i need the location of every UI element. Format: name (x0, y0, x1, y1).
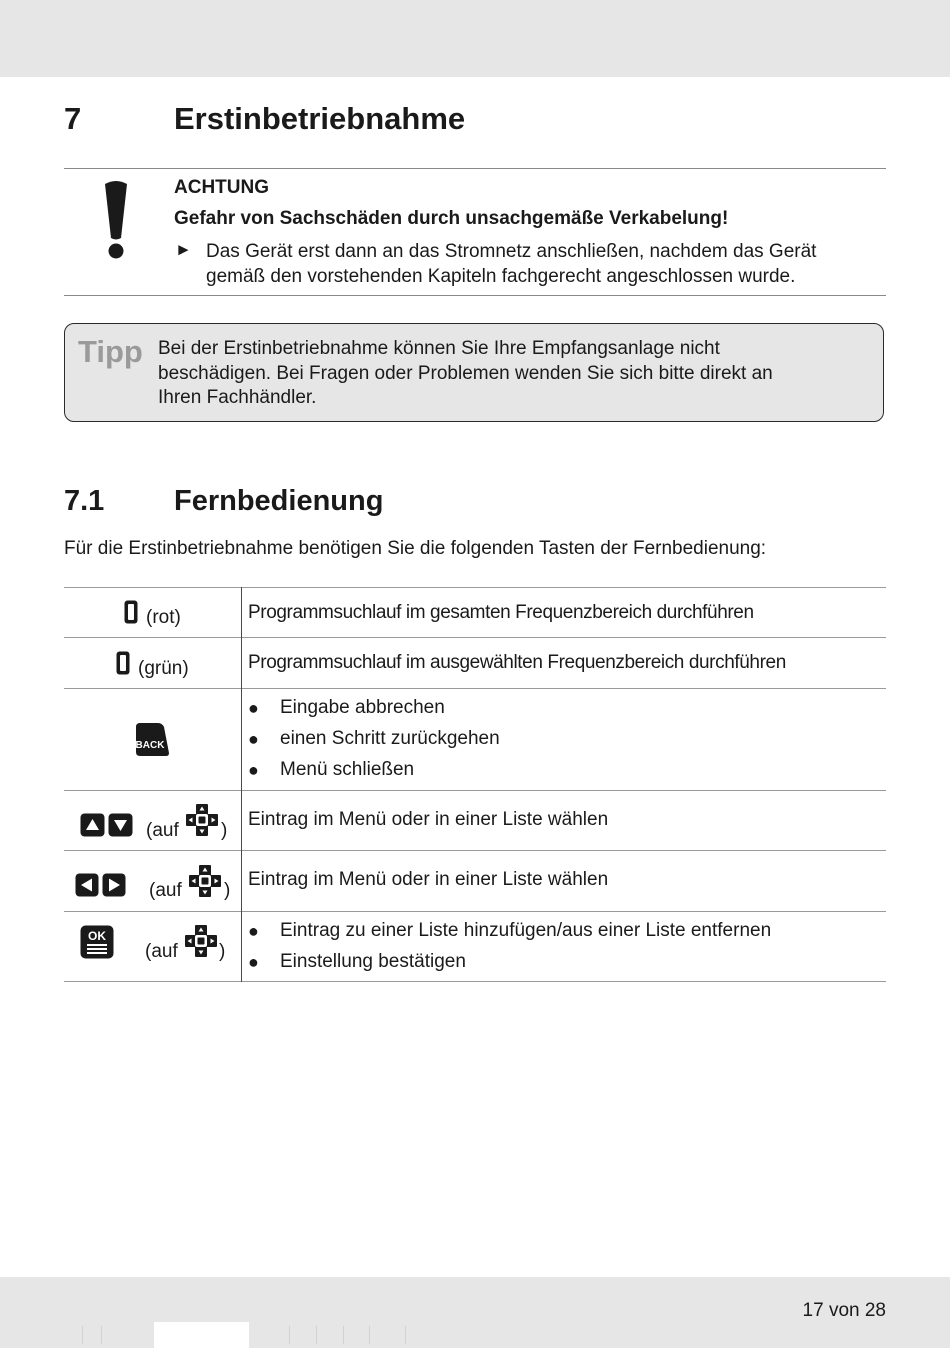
footer-mark (405, 1326, 406, 1344)
bullet-icon: ● (248, 698, 259, 718)
list-item: Eingabe abbrechen (280, 697, 445, 718)
warning-title: ACHTUNG (174, 177, 269, 198)
svg-text:BACK: BACK (135, 740, 165, 751)
key-label: (auf (146, 820, 179, 841)
navigation-pad-icon (184, 802, 220, 838)
header-band (0, 0, 950, 77)
intro-text: Für die Erstinbetriebnahme benötigen Sie die folgenden Tasten der Fernbedienung: (64, 538, 767, 559)
bullet-icon: ● (248, 921, 259, 941)
subsection-number: 7.1 (64, 485, 105, 517)
bullet-icon: ● (248, 760, 259, 780)
footer-mark (101, 1326, 102, 1344)
divider (64, 295, 886, 296)
key-label: (auf (149, 880, 182, 901)
table-rule (64, 587, 886, 588)
bullet-icon: ● (248, 729, 259, 749)
arrow-icon: ► (175, 240, 192, 259)
back-key-icon (134, 721, 170, 757)
footer-mark (369, 1326, 370, 1344)
footer-strip (154, 1322, 249, 1348)
green-key-icon (116, 651, 130, 675)
navigation-pad-icon (183, 923, 219, 959)
table-column-divider (241, 587, 242, 982)
ok-key-icon (80, 925, 114, 959)
red-key-icon (124, 600, 138, 624)
bullet-icon: ● (248, 952, 259, 972)
list-item: einen Schritt zurückgehen (280, 728, 500, 749)
table-rule (64, 688, 886, 689)
left-right-keys-icon (75, 873, 127, 897)
footer-mark (316, 1326, 317, 1344)
key-label: ) (219, 941, 226, 962)
key-description: Programmsuchlauf im ausgewählten Frequenzbereich durchführen (248, 652, 786, 673)
key-label: (grün) (138, 658, 189, 679)
key-label: (auf (145, 941, 178, 962)
key-description: Eintrag im Menü oder in einer Liste wählen (248, 869, 609, 890)
list-item: Menü schließen (280, 759, 415, 780)
table-rule (64, 850, 886, 851)
key-label: ) (221, 820, 228, 841)
divider (64, 168, 886, 169)
tip-label: Tipp (78, 334, 143, 369)
svg-text:OK: OK (88, 929, 106, 943)
subsection-title: Fernbedienung (174, 485, 384, 517)
list-item: Eintrag zu einer Liste hinzufügen/aus einer Liste entfernen (280, 920, 772, 941)
warning-text: Das Gerät erst dann an das Stromnetz anschließen, nachdem das Gerät gemäß den vorstehenden Kapiteln fachgerecht angeschlossen wurde. (206, 241, 817, 287)
navigation-pad-icon (187, 863, 223, 899)
footer-mark (82, 1326, 83, 1344)
tip-text: Bei der Erstinbetriebnahme können Sie Ihre Empfangsanlage nicht beschädigen. Bei Fragen oder Problemen wenden Sie sich bitte direkt an Ihren Fachhändler. (158, 338, 773, 408)
table-rule (64, 911, 886, 912)
section-title: Erstinbetriebnahme (174, 101, 466, 136)
key-label: (rot) (146, 607, 181, 628)
warning-subtitle: Gefahr von Sachschäden durch unsachgemäße Verkabelung! (174, 208, 729, 229)
page-number: 17 von 28 (802, 1300, 886, 1321)
list-item: Einstellung bestätigen (280, 951, 466, 972)
key-description: Eintrag im Menü oder in einer Liste wählen (248, 809, 609, 830)
exclamation-icon (100, 180, 132, 260)
section-number: 7 (64, 101, 82, 136)
table-rule (64, 981, 886, 982)
table-rule (64, 637, 886, 638)
key-label: ) (224, 880, 231, 901)
table-rule (64, 790, 886, 791)
footer-mark (289, 1326, 290, 1344)
key-description: Programmsuchlauf im gesamten Frequenzbereich durchführen (248, 602, 754, 623)
up-down-keys-icon (80, 813, 134, 837)
footer-mark (343, 1326, 344, 1344)
